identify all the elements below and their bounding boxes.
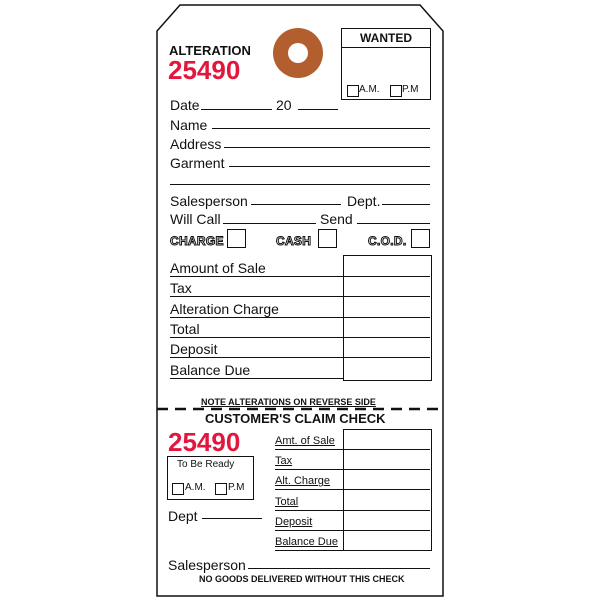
ready-am-checkbox[interactable]: [172, 483, 184, 495]
claim-row-label: Amt. of Sale: [275, 435, 335, 447]
claim-value-cell[interactable]: [343, 489, 430, 490]
amount-value-cell[interactable]: [343, 276, 430, 277]
claim-value-cell[interactable]: [343, 510, 430, 511]
claim-row-underline: [275, 489, 343, 490]
amount-value-cell[interactable]: [343, 357, 430, 358]
ready-am-label: A.M.: [185, 482, 206, 493]
amount-value-cell[interactable]: [343, 317, 430, 318]
claim-row-label: Alt. Charge: [275, 475, 331, 488]
claim-salesperson-line[interactable]: [248, 568, 430, 569]
name-label: Name: [170, 117, 208, 133]
amount-row-label: Deposit: [170, 341, 218, 358]
claim-row-label: Total: [275, 495, 299, 508]
ticket-number: 25490: [168, 55, 241, 85]
claim-value-cell[interactable]: [343, 449, 430, 450]
amount-row-underline: [170, 357, 343, 358]
name-line[interactable]: [212, 128, 430, 129]
to-be-ready-box: [167, 456, 254, 500]
amount-row-underline: [170, 378, 343, 379]
claim-check-title: CUSTOMER'S CLAIM CHECK: [205, 411, 386, 426]
wanted-am-checkbox[interactable]: [347, 85, 359, 97]
amount-row-label: Alteration Charge: [170, 300, 279, 317]
claim-row-underline: [275, 469, 343, 470]
wanted-pm-checkbox[interactable]: [390, 85, 402, 97]
will-call-line[interactable]: [223, 223, 316, 224]
amount-row-label: Total: [170, 320, 200, 337]
wanted-am-label: A.M.: [359, 84, 380, 95]
address-label: Address: [170, 136, 222, 152]
claim-value-cell[interactable]: [343, 469, 430, 470]
cash-label: CASH: [276, 234, 312, 248]
wanted-pm-label: P.M: [402, 84, 419, 95]
claim-row-label: Deposit: [275, 515, 313, 528]
grommet-icon: [271, 26, 325, 80]
claim-dept-line[interactable]: [202, 518, 262, 519]
date-line[interactable]: [201, 109, 272, 110]
charge-checkbox[interactable]: [227, 229, 246, 248]
claim-row-label: Tax: [275, 455, 293, 468]
to-be-ready-title: To Be Ready: [177, 459, 235, 470]
claim-row-label: Balance Due: [275, 536, 338, 548]
garment-line[interactable]: [229, 166, 430, 167]
claim-row-underline: [275, 530, 343, 531]
footer-note: NO GOODS DELIVERED WITHOUT THIS CHECK: [199, 574, 405, 584]
cash-checkbox[interactable]: [318, 229, 337, 248]
amount-value-cell[interactable]: [343, 337, 430, 338]
ready-pm-checkbox[interactable]: [215, 483, 227, 495]
claim-row-underline: [275, 510, 343, 511]
amount-row-underline: [170, 276, 343, 277]
year-line[interactable]: [298, 109, 338, 110]
claim-value-cell[interactable]: [343, 530, 430, 531]
claim-salesperson-label: Salesperson: [168, 557, 246, 573]
wanted-title: WANTED: [342, 29, 430, 48]
claim-row-underline: [275, 449, 343, 450]
wanted-box: [341, 28, 431, 100]
amount-row-underline: [170, 337, 343, 338]
ready-pm-label: P.M: [228, 482, 245, 493]
date-label: Date: [170, 97, 200, 113]
salesperson-label: Salesperson: [170, 193, 248, 209]
amount-row-label: Amount of Sale: [170, 260, 266, 276]
charge-label: CHARGE: [170, 234, 224, 248]
claim-row-underline: [275, 550, 343, 551]
amount-row-label: Tax: [170, 280, 192, 297]
amount-row-underline: [170, 317, 343, 318]
perforation-note: NOTE ALTERATIONS ON REVERSE SIDE: [201, 397, 376, 407]
amount-value-cell[interactable]: [343, 296, 430, 297]
garment-label: Garment: [170, 155, 225, 171]
claim-dept-label: Dept: [168, 508, 198, 524]
dept-line[interactable]: [382, 204, 430, 205]
alteration-title: ALTERATION: [169, 43, 251, 58]
address-line[interactable]: [224, 147, 430, 148]
year-prefix: 20: [276, 97, 292, 113]
send-line[interactable]: [357, 223, 430, 224]
amount-row-label: Balance Due: [170, 361, 251, 378]
amount-row-underline: [170, 296, 343, 297]
amounts-box: [343, 255, 432, 381]
salesperson-line[interactable]: [251, 204, 341, 205]
cod-label: C.O.D.: [368, 234, 407, 248]
claim-ticket-number: 25490: [168, 427, 241, 457]
cod-checkbox[interactable]: [411, 229, 430, 248]
blank-line[interactable]: [170, 184, 430, 185]
will-call-label: Will Call: [170, 211, 221, 227]
dept-label: Dept.: [347, 193, 381, 209]
send-label: Send: [320, 211, 353, 227]
